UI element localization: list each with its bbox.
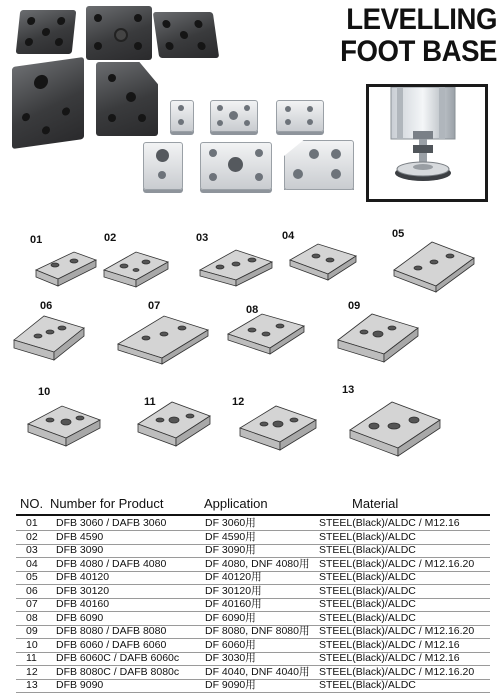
table-row	[16, 639, 490, 652]
diagram-label-01: 01	[30, 234, 43, 246]
dark-plate-2	[86, 6, 152, 60]
cell-product: DFB 9090	[56, 679, 104, 691]
diagram-11	[138, 402, 210, 446]
cell-material: STEEL(Black)/ALDC / M12.16.20	[319, 557, 475, 570]
dark-plate-1	[16, 10, 77, 54]
cell-no: 05	[26, 571, 38, 583]
header-rule	[16, 514, 490, 516]
table-row	[16, 679, 490, 692]
header-application: Application	[204, 496, 268, 511]
header-product: Number for Product	[50, 496, 164, 511]
diagram-06	[14, 316, 84, 360]
diagram-07	[118, 316, 208, 364]
table-row	[16, 666, 490, 679]
table-row	[16, 625, 490, 638]
diagram-label-13: 13	[342, 384, 355, 396]
page-title	[336, 4, 497, 68]
cell-material: STEEL(Black)/ALDC	[319, 571, 416, 583]
cell-product: DFB 40160	[56, 598, 110, 610]
cell-product: DFB 6060 / DAFB 6060	[56, 638, 167, 651]
dark-plate-5	[96, 62, 158, 136]
table-row	[16, 598, 490, 611]
cell-product: DFB 4590	[56, 530, 104, 543]
cell-no: 01	[26, 517, 38, 529]
diagram-label-12: 12	[232, 396, 245, 408]
title-line-2: FOOT BASE	[340, 35, 497, 68]
title-line-1: LEVELLING	[346, 3, 497, 36]
cell-application: DF 4590用	[205, 530, 256, 543]
cell-no: 06	[26, 584, 38, 597]
light-plate-3	[276, 100, 324, 132]
diagram-label-10: 10	[38, 386, 51, 398]
header-material: Material	[352, 496, 399, 511]
diagram-label-03: 03	[196, 232, 209, 244]
cell-no: 04	[26, 557, 38, 570]
table-row	[16, 612, 490, 625]
diagram-09	[338, 314, 418, 362]
cell-application: DF 3060用	[205, 517, 256, 529]
cell-material: STEEL(Black)/ALDC	[319, 679, 416, 691]
light-plate-1	[170, 100, 194, 132]
cell-application: DF 9090用	[205, 679, 256, 691]
cell-material: STEEL(Black)/ALDC	[319, 598, 416, 610]
diagram-label-04: 04	[282, 230, 295, 242]
light-plate-5	[200, 142, 272, 190]
cell-product: DFB 8080C / DAFB 8080c	[56, 665, 180, 678]
cell-product: DFB 8080 / DAFB 8080	[56, 625, 167, 637]
row-divider	[16, 692, 490, 693]
diagram-04	[290, 244, 356, 280]
diagram-05	[394, 242, 474, 292]
diagram-01	[36, 252, 96, 286]
cell-material: STEEL(Black)/ALDC / M12.16.20	[319, 625, 475, 637]
diagram-label-07: 07	[148, 300, 161, 312]
cell-material: STEEL(Black)/ALDC / M12.16.20	[319, 665, 475, 678]
diagram-label-11: 11	[144, 396, 156, 408]
diagram-label-05: 05	[392, 228, 405, 240]
cell-no: 13	[26, 679, 38, 691]
cell-product: DFB 3090	[56, 544, 104, 556]
cell-application: DF 6060用	[205, 638, 256, 651]
diagram-02	[104, 252, 168, 287]
diagram-12	[240, 406, 316, 450]
cell-material: STEEL(Black)/ALDC	[319, 584, 416, 597]
light-plate-6	[284, 140, 354, 190]
table-row	[16, 652, 490, 665]
cell-material: STEEL(Black)/ALDC / M12.16	[319, 517, 460, 529]
diagram-label-08: 08	[246, 304, 259, 316]
cell-material: STEEL(Black)/ALDC	[319, 544, 416, 556]
cell-material: STEEL(Black)/ALDC	[319, 530, 416, 543]
dark-plate-4	[12, 57, 84, 149]
table-row	[16, 517, 490, 530]
table-row	[16, 558, 490, 571]
diagram-label-09: 09	[348, 300, 361, 312]
cell-application: DF 3030用	[205, 652, 256, 664]
technical-diagrams	[0, 222, 500, 492]
cell-no: 03	[26, 544, 38, 556]
levelling-foot-photo	[366, 84, 488, 202]
cell-no: 10	[26, 638, 38, 651]
cell-no: 07	[26, 598, 38, 610]
cell-material: STEEL(Black)/ALDC	[319, 611, 416, 624]
diagram-label-02: 02	[104, 232, 117, 244]
cell-no: 02	[26, 530, 38, 543]
light-plate-2	[210, 100, 258, 132]
table-row	[16, 531, 490, 544]
cell-no: 11	[26, 652, 37, 664]
cell-application: DF 4080, DNF 4080用	[205, 557, 310, 570]
diagram-label-06: 06	[40, 300, 53, 312]
dark-plate-3	[153, 12, 219, 58]
diagram-10	[28, 406, 100, 446]
cell-product: DFB 40120	[56, 571, 110, 583]
diagram-03	[200, 250, 272, 286]
cell-application: DF 4040, DNF 4040用	[205, 665, 310, 678]
cell-no: 09	[26, 625, 38, 637]
table-row	[16, 571, 490, 584]
cell-material: STEEL(Black)/ALDC / M12.16	[319, 638, 460, 651]
table-row	[16, 585, 490, 598]
cell-application: DF 8080, DNF 8080用	[205, 625, 310, 637]
cell-product: DFB 30120	[56, 584, 110, 597]
table-row	[16, 544, 490, 557]
table-header	[16, 494, 490, 514]
cell-product: DFB 3060 / DAFB 3060	[56, 517, 167, 529]
diagram-08	[228, 314, 304, 354]
cell-application: DF 6090用	[205, 611, 256, 624]
cell-no: 12	[26, 665, 38, 678]
cell-application: DF 40120用	[205, 571, 262, 583]
cell-material: STEEL(Black)/ALDC / M12.16	[319, 652, 460, 664]
cell-application: DF 30120用	[205, 584, 262, 597]
diagram-13	[350, 402, 440, 456]
cell-application: DF 40160用	[205, 598, 262, 610]
cell-product: DFB 6090	[56, 611, 104, 624]
cell-no: 08	[26, 611, 38, 624]
light-plate-4	[143, 142, 183, 190]
cell-product: DFB 4080 / DAFB 4080	[56, 557, 167, 570]
cell-product: DFB 6060C / DAFB 6060c	[56, 652, 180, 664]
cell-application: DF 3090用	[205, 544, 256, 556]
header-no: NO.	[20, 496, 44, 511]
